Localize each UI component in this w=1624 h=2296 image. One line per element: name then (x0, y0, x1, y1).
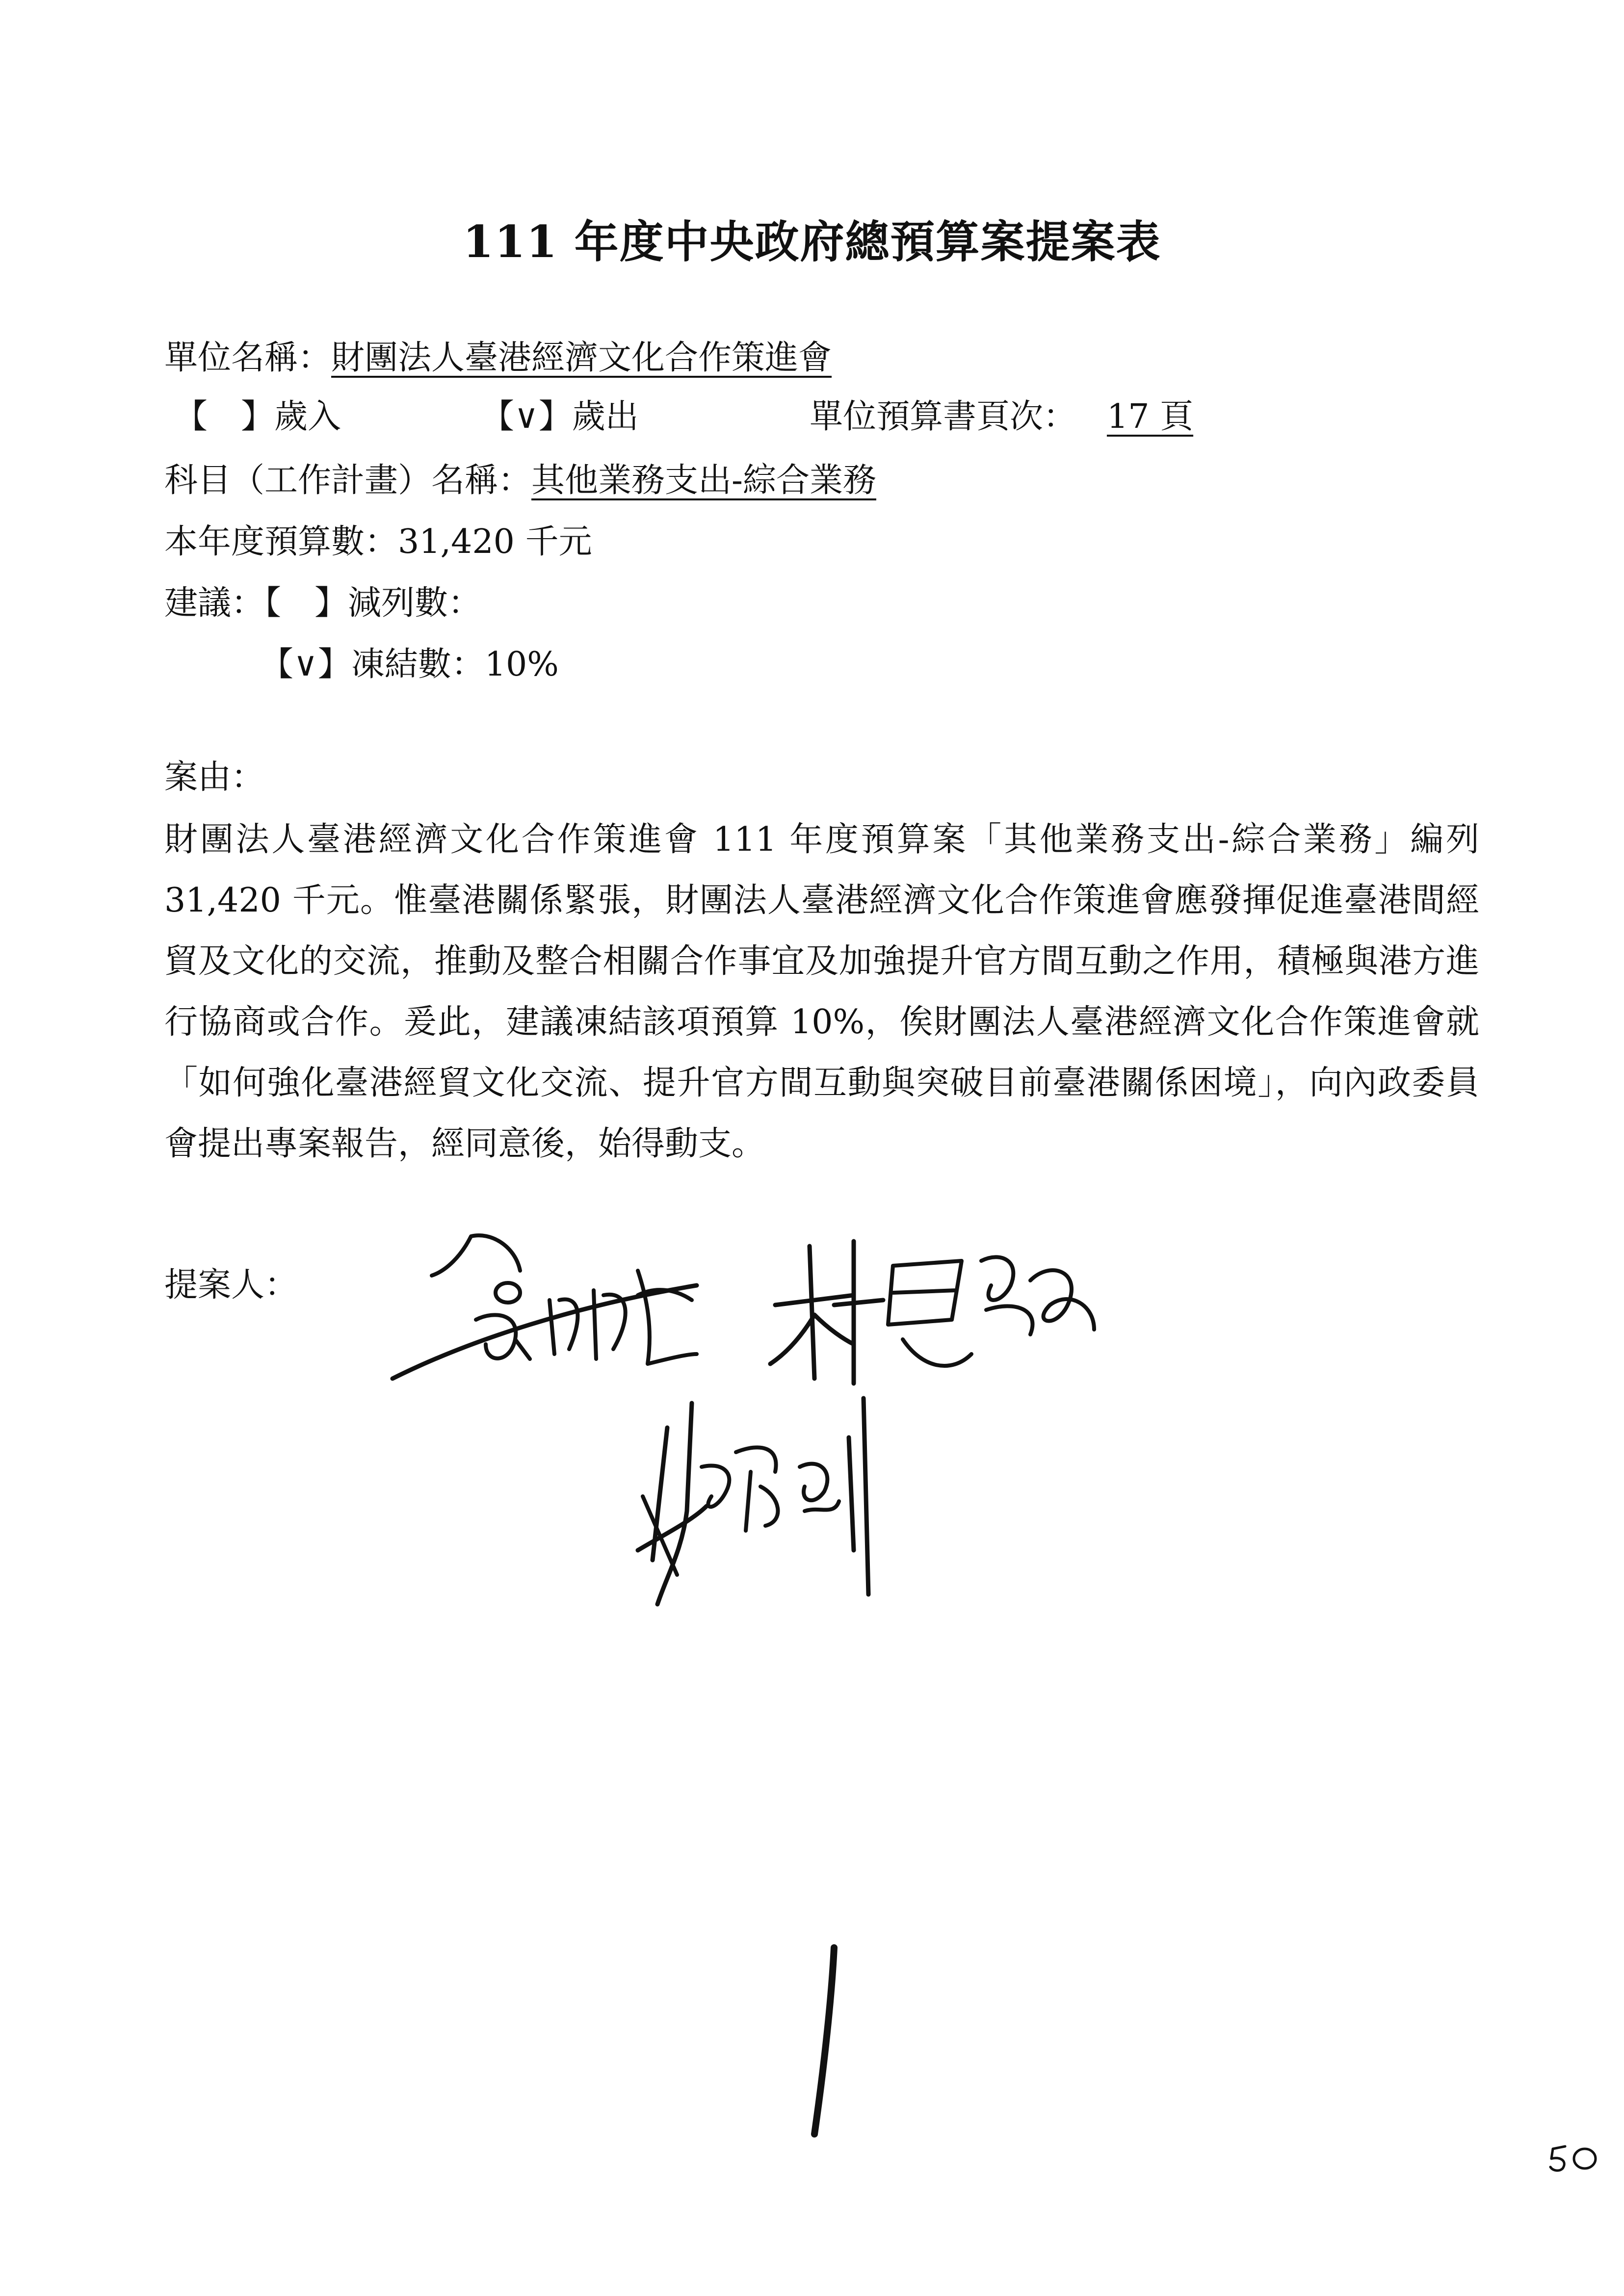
budget-label: 本年度預算數： (164, 522, 398, 561)
suggestion-row (164, 579, 481, 628)
freeze-option: 【∨】凍結數：10% (260, 645, 559, 684)
unit-value: 財團法人臺港經濟文化合作策進會 (331, 339, 832, 377)
subject-row (164, 456, 876, 505)
unit-row (164, 334, 832, 383)
subject-label: 科目（工作計畫）名稱： (164, 461, 532, 500)
corner-mark (1545, 2137, 1609, 2176)
budget-value: 31,420 千元 (398, 522, 592, 561)
page-mark (775, 1938, 873, 2144)
reason-text: 財團法人臺港經濟文化合作策進會 111 年度預算案「其他業務支出-綜合業務」編列 31,420 千元。惟臺港關係緊張，財團法人臺港經濟文化合作策進會應發揮促進臺港間經貿及文化的交流，推動及整合相關合作事宜及加強提升官方間互動之作用，積極與港方進行協商或合作。爰此，建議凍結該項預算 10%，俟財團法人臺港經濟文化合作策進會就「如何強化臺港經貿文化交流、提升官方間互動與突破目前臺港關係困境」，向內政委員會提出專案報告，經同意後，始得動支。 (164, 820, 1479, 1163)
subject-value: 其他業務支出-綜合業務 (531, 461, 876, 500)
proposer-signature-2 (756, 1222, 1109, 1388)
page-number-value: 17 頁 (1106, 397, 1194, 436)
corner-mark-stroke (1545, 2137, 1609, 2176)
revenue-option: 【 】歲入 (174, 397, 341, 436)
page-number-row (810, 392, 1224, 442)
page-mark-stroke (775, 1938, 873, 2144)
proposer-signature-1 (373, 1217, 716, 1393)
budget-row (164, 518, 592, 567)
suggestion-label: 建議： (164, 584, 265, 623)
expenditure-option: 【∨】歲出 (481, 397, 639, 436)
proposer-signature-3 (618, 1388, 893, 1624)
proposer-label: 提案人： (164, 1266, 298, 1305)
reduce-option: 【 】減列數： (264, 584, 482, 623)
page-title: 111 年度中央政府總預算案提案表 (463, 216, 1161, 268)
page-number-label: 單位預算書頁次： (810, 397, 1077, 436)
reason-label: 案由： (164, 758, 265, 797)
unit-label: 單位名稱： (164, 339, 332, 377)
